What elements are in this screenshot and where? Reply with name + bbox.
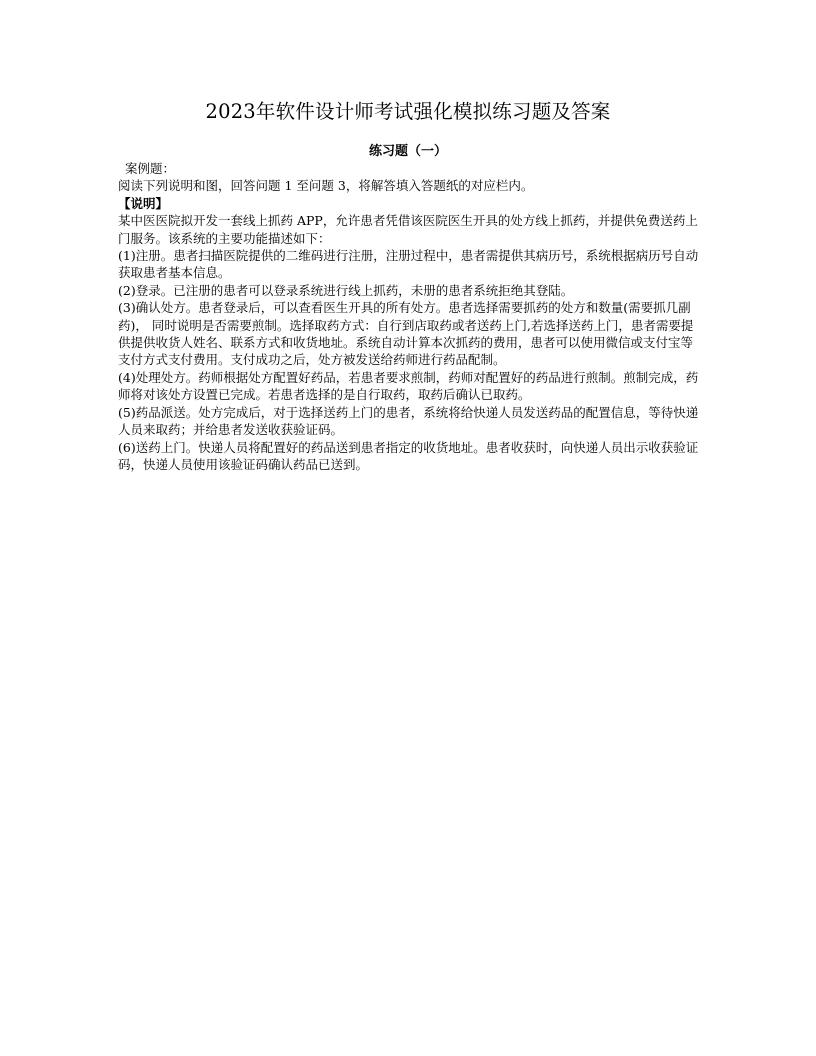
case-label: 案例题： — [125, 161, 176, 176]
document-title: 2023年软件设计师考试强化模拟练习题及答案 — [205, 100, 611, 123]
list-item-dispatch: (5)药品派送。处方完成后，对于选择送药上门的患者，系统将给快递人员发送药品的配置信息，等待快递人员来取药；并给患者发送收获验证码。 — [118, 404, 699, 438]
document-body — [118, 160, 700, 473]
section-heading: 【说明】 — [118, 195, 169, 211]
list-item-delivery: (6)送药上门。快递人员将配置好的药品送到患者指定的收货地址。患者收获时，向快递人员出示收获验证码，快递人员使用该验证码确认药品已送到。 — [118, 439, 699, 472]
exercise-heading: 练习题（一） — [368, 144, 447, 159]
intro-paragraph: 某中医医院拟开发一套线上抓药 APP，允许患者凭借该医院医生开具的处方线上抓药，并提供免费送药上门服务。该系统的主要功能描述如下： — [118, 213, 698, 246]
list-item-login: (2)登录。已注册的患者可以登录系统进行线上抓药，未册的患者系统拒绝其登陆。 — [118, 282, 574, 298]
list-item-confirm-prescription: (3)确认处方。患者登录后，可以查看医生开具的所有处方。患者选择需要抓药的处方和数量(需要抓几副药)， 同时说明是否需要煎制。选择取药方式：自行到店取药或者送药上门,若选择送药上门，患者需要提供提供收货人姓名、联系方式和收货地址。系统自动计算本次抓药的费用，患者可以使用微信或支付宝等支付方式支付费用。支付成功之后，处方被发送给药师进行药品配制。 — [118, 300, 694, 368]
list-item-register: (1)注册。患者扫描医院提供的二维码进行注册，注册过程中，患者需提供其病历号，系统根据病历号自动获取患者基本信息。 — [118, 248, 699, 281]
list-item-process-prescription: (4)处理处方。药师根据处方配置好药品，若患者要求煎制，药师对配置好的药品进行煎制。煎制完成，药师将对该处方设置已完成。若患者选择的是自行取药，取药后确认已取药。 — [118, 369, 699, 403]
instruction-text: 阅读下列说明和图，回答问题 1 至问题 3，将解答填入答题纸的对应栏内。 — [118, 178, 534, 194]
